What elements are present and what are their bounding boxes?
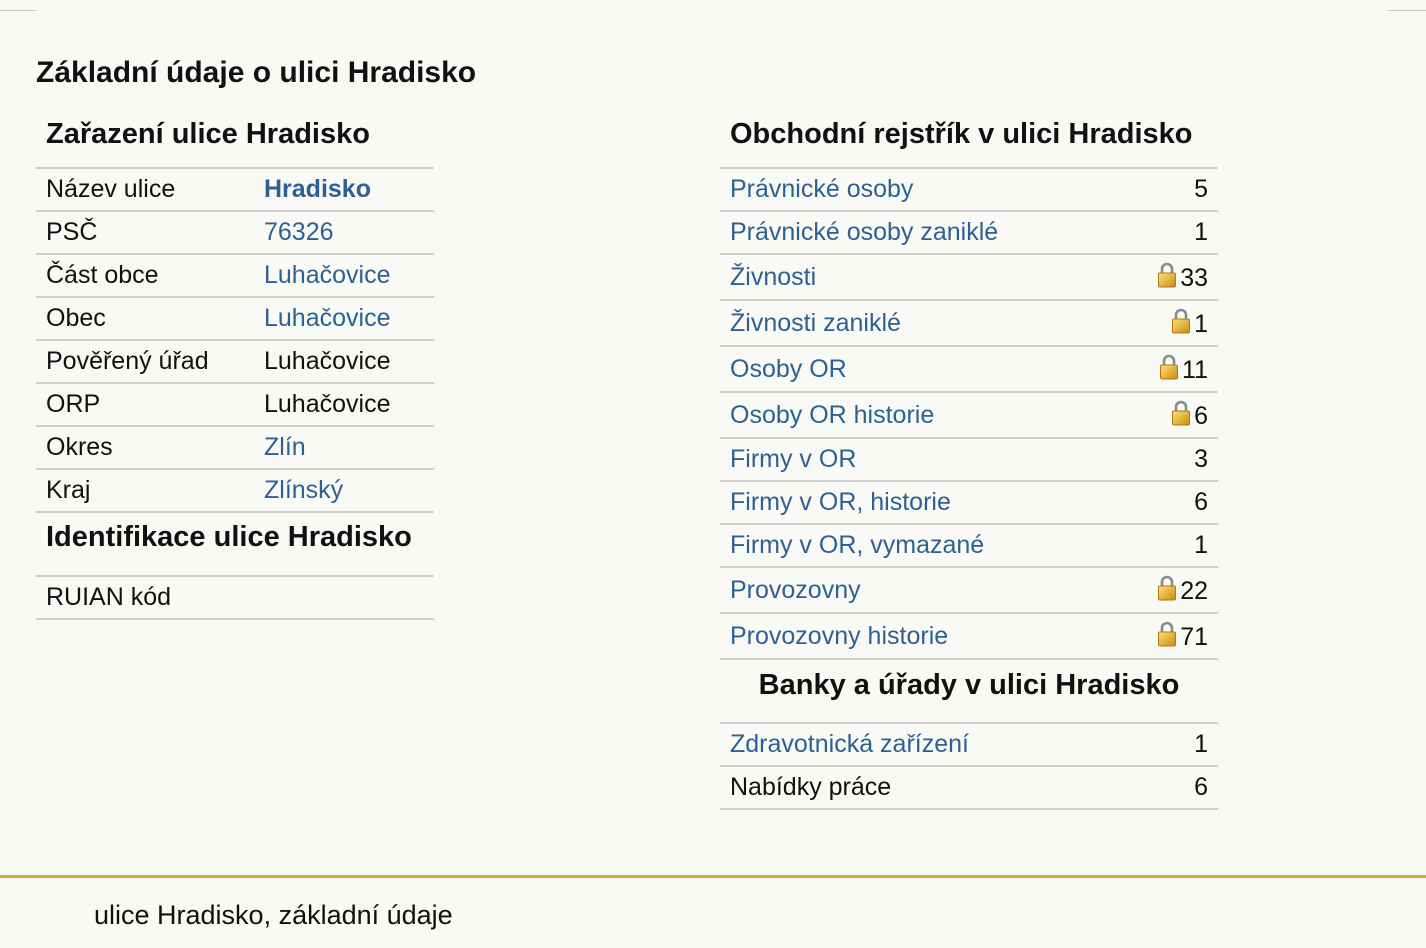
page-title: Základní údaje o ulici Hradisko xyxy=(36,56,477,89)
row-label: PSČ xyxy=(36,211,254,254)
banks-offices-heading: Banky a úřady v ulici Hradisko xyxy=(758,669,1180,701)
business-register-table xyxy=(720,167,1218,660)
table-row xyxy=(36,340,434,383)
ruian-code-value xyxy=(254,576,434,619)
register-count: 1 xyxy=(1194,310,1208,338)
register-link[interactable]: Osoby OR xyxy=(720,346,1108,392)
register-link[interactable]: Provozovny xyxy=(720,567,1108,613)
job-offers-label: Nabídky práce xyxy=(720,766,1108,809)
lock-icon[interactable] xyxy=(1157,261,1177,289)
table-row xyxy=(720,723,1218,766)
orp-value: Luhačovice xyxy=(254,383,434,426)
register-count: 6 xyxy=(1108,766,1218,809)
register-link[interactable]: Osoby OR historie xyxy=(720,392,1108,438)
top-divider-left xyxy=(0,10,36,11)
table-row xyxy=(36,254,434,297)
register-count: 5 xyxy=(1108,168,1218,211)
register-link[interactable]: Firmy v OR xyxy=(720,438,1108,481)
lock-icon[interactable] xyxy=(1159,353,1179,381)
row-label: Část obce xyxy=(36,254,254,297)
register-link[interactable]: Právnické osoby xyxy=(720,168,1108,211)
row-label: Pověřený úřad xyxy=(36,340,254,383)
table-row xyxy=(36,426,434,469)
register-count: 33 xyxy=(1180,264,1208,292)
identification-table xyxy=(36,575,434,620)
row-label: Obec xyxy=(36,297,254,340)
register-count-cell xyxy=(1108,613,1218,659)
table-row xyxy=(720,168,1218,211)
register-count: 71 xyxy=(1180,623,1208,651)
classification-table xyxy=(36,167,434,513)
table-row xyxy=(720,438,1218,481)
street-info-column xyxy=(36,113,434,620)
lock-icon[interactable] xyxy=(1157,574,1177,602)
register-link[interactable]: Právnické osoby zaniklé xyxy=(720,211,1108,254)
table-row xyxy=(720,346,1218,392)
table-row xyxy=(36,576,434,619)
register-link[interactable]: Firmy v OR, vymazané xyxy=(720,524,1108,567)
county-link[interactable]: Zlín xyxy=(254,426,434,469)
register-link[interactable]: Živnosti zaniklé xyxy=(720,300,1108,346)
register-count: 1 xyxy=(1108,524,1218,567)
business-register-heading: Obchodní rejstřík v ulici Hradisko xyxy=(730,118,1193,150)
health-facilities-link[interactable]: Zdravotnická zařízení xyxy=(720,723,1108,766)
register-count-cell xyxy=(1108,567,1218,613)
region-link[interactable]: Zlínský xyxy=(254,469,434,512)
row-label: ORP xyxy=(36,383,254,426)
identification-heading: Identifikace ulice Hradisko xyxy=(46,521,412,553)
authorized-office-value: Luhačovice xyxy=(254,340,434,383)
table-row xyxy=(720,254,1218,300)
register-count: 6 xyxy=(1108,481,1218,524)
table-row xyxy=(36,383,434,426)
register-count: 22 xyxy=(1180,577,1208,605)
register-count-cell xyxy=(1108,300,1218,346)
table-row xyxy=(720,392,1218,438)
row-label: Název ulice xyxy=(36,168,254,211)
register-count: 1 xyxy=(1108,723,1218,766)
register-count-cell xyxy=(1108,392,1218,438)
table-row xyxy=(36,297,434,340)
table-row xyxy=(36,469,434,512)
table-row xyxy=(720,211,1218,254)
register-count: 11 xyxy=(1182,356,1208,384)
register-link[interactable]: Provozovny historie xyxy=(720,613,1108,659)
lock-icon[interactable] xyxy=(1157,620,1177,648)
row-label: Kraj xyxy=(36,469,254,512)
table-row xyxy=(720,766,1218,809)
lock-icon[interactable] xyxy=(1171,307,1191,335)
table-row xyxy=(36,211,434,254)
register-link[interactable]: Živnosti xyxy=(720,254,1108,300)
municipality-link[interactable]: Luhačovice xyxy=(254,297,434,340)
register-count: 3 xyxy=(1108,438,1218,481)
table-row xyxy=(36,168,434,211)
top-divider-right xyxy=(1388,10,1426,11)
row-label: Okres xyxy=(36,426,254,469)
footer-divider xyxy=(0,875,1426,878)
postal-code-link[interactable]: 76326 xyxy=(254,211,434,254)
banks-offices-table xyxy=(720,722,1218,810)
table-row xyxy=(720,613,1218,659)
table-row xyxy=(720,481,1218,524)
lock-icon[interactable] xyxy=(1171,399,1191,427)
district-part-link[interactable]: Luhačovice xyxy=(254,254,434,297)
footer-caption: ulice Hradisko, základní údaje xyxy=(94,900,453,930)
classification-heading: Zařazení ulice Hradisko xyxy=(46,118,370,150)
register-count: 6 xyxy=(1194,402,1208,430)
table-row xyxy=(720,524,1218,567)
table-row xyxy=(720,300,1218,346)
row-label: RUIAN kód xyxy=(36,576,254,619)
register-column xyxy=(720,113,1218,810)
street-name-link[interactable]: Hradisko xyxy=(254,168,434,211)
register-link[interactable]: Firmy v OR, historie xyxy=(720,481,1108,524)
table-row xyxy=(720,567,1218,613)
register-count-cell xyxy=(1108,346,1218,392)
register-count: 1 xyxy=(1108,211,1218,254)
register-count-cell xyxy=(1108,254,1218,300)
